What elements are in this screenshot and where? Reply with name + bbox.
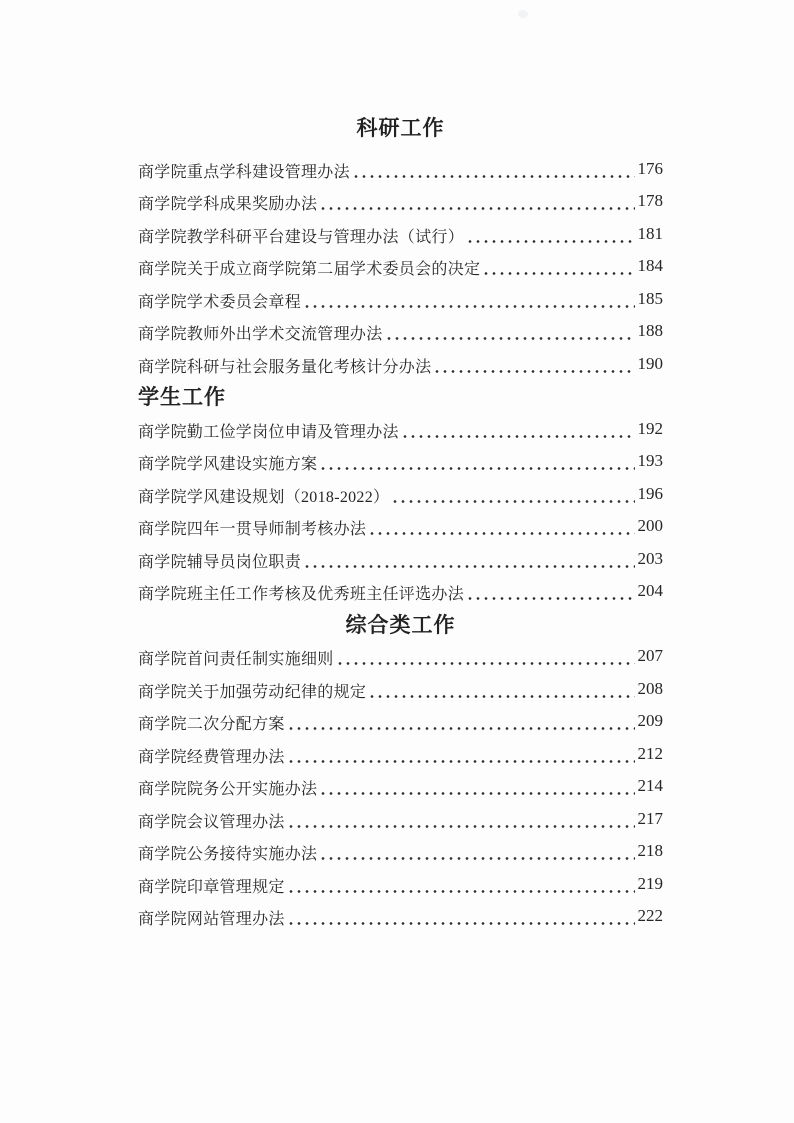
toc-entry — [138, 642, 663, 675]
toc-entry-title: 商学院公务接待实施办法 — [138, 846, 318, 864]
section-heading: 综合类工作 — [345, 613, 456, 637]
toc-entry-title: 商学院学风建设实施方案 — [138, 456, 318, 474]
dot-leader — [466, 584, 634, 601]
toc-entry-page-number: 185 — [637, 288, 663, 308]
toc-entry — [138, 512, 663, 545]
dot-leader — [287, 714, 635, 731]
toc-entry-title: 商学院学风建设规划（2018-2022） — [138, 488, 390, 506]
toc-entry-title: 商学院关于成立商学院第二届学术委员会的决定 — [138, 261, 481, 279]
toc-entry — [138, 577, 663, 610]
toc-entry-title: 商学院重点学科建设管理办法 — [138, 163, 350, 181]
toc-entry-page-number: 192 — [637, 418, 663, 438]
dot-leader — [319, 779, 634, 796]
toc-entry-title: 商学院四年一贯导师制考核办法 — [138, 521, 367, 539]
toc-entry — [138, 252, 663, 285]
toc-entry — [138, 674, 663, 707]
dot-leader — [303, 552, 634, 569]
toc-entry-title: 商学院教学科研平台建设与管理办法（试行） — [138, 228, 465, 246]
section-heading: 学生工作 — [138, 386, 226, 410]
toc-entry-title: 商学院科研与社会服务量化考核计分办法 — [138, 358, 432, 376]
dot-leader — [466, 227, 634, 244]
dot-leader — [401, 422, 635, 439]
toc-entry-page-number: 207 — [637, 646, 663, 666]
toc-entry-page-number: 200 — [637, 516, 663, 536]
toc-entry-page-number: 218 — [637, 841, 663, 861]
dot-leader — [352, 162, 635, 179]
toc-entry-page-number: 219 — [637, 873, 663, 893]
toc-entry — [138, 219, 663, 252]
toc-entry-page-number: 181 — [637, 223, 663, 243]
toc-entry-page-number: 193 — [637, 451, 663, 471]
toc-entry — [138, 544, 663, 577]
toc-entry-page-number: 203 — [637, 548, 663, 568]
dot-leader — [391, 487, 634, 504]
dot-leader — [287, 909, 635, 926]
dot-leader — [385, 324, 635, 341]
toc-entry-page-number: 208 — [637, 678, 663, 698]
dot-leader — [368, 519, 634, 536]
section-heading-row — [138, 609, 663, 642]
dot-leader — [482, 259, 634, 276]
dot-leader — [287, 812, 635, 829]
toc-entry-page-number: 196 — [637, 483, 663, 503]
toc-entry — [138, 479, 663, 512]
dot-leader — [303, 292, 634, 309]
toc-entry-title: 商学院会议管理办法 — [138, 813, 285, 831]
toc-entry-page-number: 184 — [637, 256, 663, 276]
toc-entry-title: 商学院院务公开实施办法 — [138, 781, 318, 799]
toc-entry-title: 商学院辅导员岗位职责 — [138, 553, 302, 571]
toc-entry-title: 商学院关于加强劳动纪律的规定 — [138, 683, 367, 701]
toc-entry-page-number: 214 — [637, 776, 663, 796]
table-of-contents — [138, 118, 663, 934]
toc-entry — [138, 284, 663, 317]
toc-entry-page-number: 212 — [637, 743, 663, 763]
toc-entry-title: 商学院印章管理规定 — [138, 878, 285, 896]
toc-entry — [138, 869, 663, 902]
toc-entry-title: 商学院勤工俭学岗位申请及管理办法 — [138, 423, 399, 441]
toc-entry-page-number: 204 — [637, 581, 663, 601]
toc-entry-page-number: 190 — [637, 353, 663, 373]
toc-entry-title: 商学院首问责任制实施细则 — [138, 651, 334, 669]
toc-entry-page-number: 222 — [637, 906, 663, 926]
toc-body — [138, 154, 663, 934]
toc-entry — [138, 317, 663, 350]
toc-entry-title: 商学院二次分配方案 — [138, 716, 285, 734]
toc-entry-page-number: 209 — [637, 711, 663, 731]
toc-entry-page-number: 176 — [637, 158, 663, 178]
toc-entry — [138, 447, 663, 480]
dot-leader — [319, 194, 634, 211]
toc-entry-title: 商学院学术委员会章程 — [138, 293, 302, 311]
dot-leader — [433, 357, 634, 374]
toc-entry-title: 商学院网站管理办法 — [138, 911, 285, 929]
toc-entry — [138, 707, 663, 740]
toc-entry — [138, 187, 663, 220]
toc-entry-title: 商学院教师外出学术交流管理办法 — [138, 326, 383, 344]
dot-leader — [287, 747, 635, 764]
toc-entry — [138, 902, 663, 935]
toc-entry-page-number: 188 — [637, 321, 663, 341]
dot-leader — [368, 682, 634, 699]
toc-entry-title: 商学院班主任工作考核及优秀班主任评选办法 — [138, 586, 465, 604]
section-heading: 科研工作 — [356, 117, 445, 140]
toc-entry — [138, 837, 663, 870]
section-heading-row — [138, 382, 663, 415]
toc-entry-title: 商学院学科成果奖励办法 — [138, 196, 318, 214]
toc-entry — [138, 804, 663, 837]
toc-entry — [138, 414, 663, 447]
toc-entry-page-number: 178 — [637, 191, 663, 211]
dot-leader — [287, 877, 635, 894]
dot-leader — [319, 844, 634, 861]
toc-entry — [138, 349, 663, 382]
toc-entry — [138, 772, 663, 805]
toc-entry-title: 商学院经费管理办法 — [138, 748, 285, 766]
dot-leader — [319, 454, 634, 471]
toc-entry — [138, 739, 663, 772]
dot-leader — [336, 649, 635, 666]
toc-entry — [138, 154, 663, 187]
toc-entry-page-number: 217 — [637, 808, 663, 828]
scan-artifact — [518, 10, 528, 18]
